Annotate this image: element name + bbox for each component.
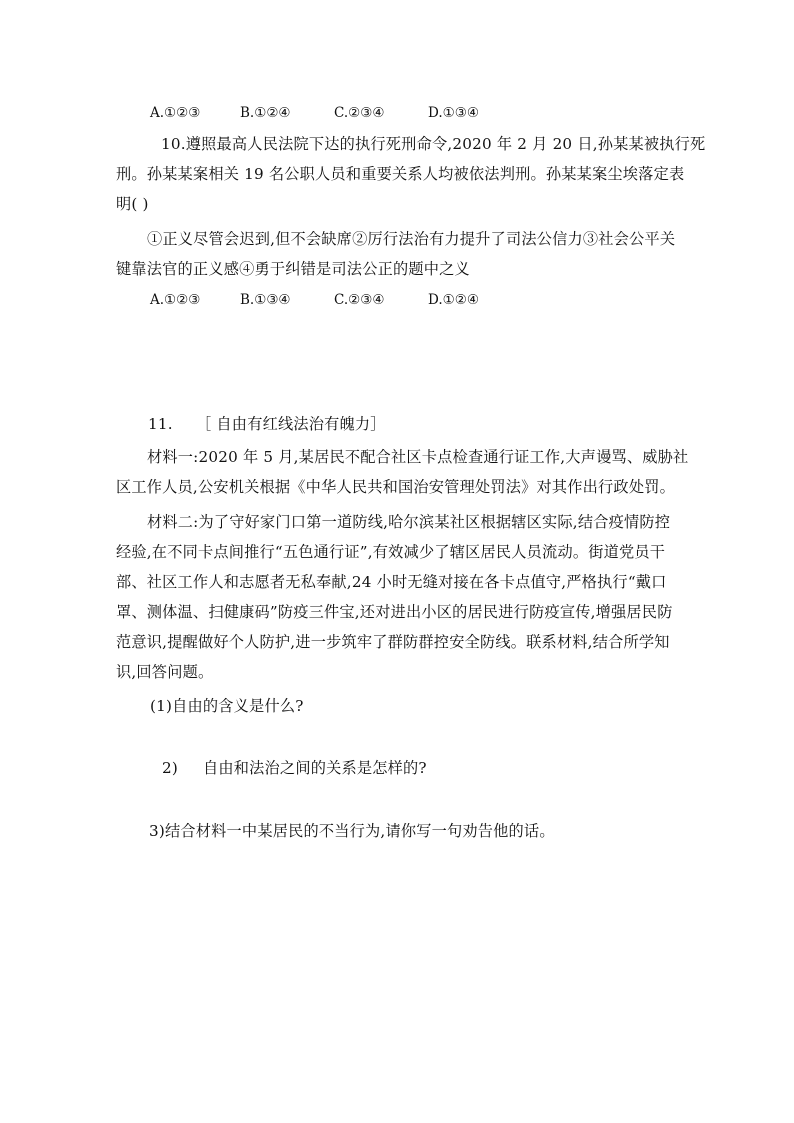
q11-material1-line-2: 区工作人员,公安机关根据《中华人民共和国治安管理处罚法》对其作出行政处罚。 (116, 478, 675, 496)
q11-material2-line-2: 经验,在不同卡点间推行“五色通行证”,有效减少了辖区居民人员流动。街道党员干 (116, 543, 666, 561)
q10-option-b: B.①③④ (240, 292, 291, 308)
q11-material2-line-4: 罩、测体温、扫健康码”防疫三件宝,还对进出小区的居民进行防疫宣传,增强居民防 (116, 603, 673, 621)
q11-material1-line-1: 材料一:2020 年 5 月,某居民不配合社区卡点检查通行证工作,大声谩骂、威胁社 (147, 448, 689, 466)
q10-option-a: A.①②③ (150, 292, 201, 308)
q10-statement-line-2: 键靠法官的正义感④勇于纠错是司法公正的题中之义 (116, 260, 470, 278)
q9-options (150, 103, 508, 123)
q9-option-a: A.①②③ (150, 105, 201, 121)
q11-material2-line-1: 材料二:为了守好家门口第一道防线,哈尔滨某社区根据辖区实际,结合疫情防控 (147, 513, 671, 531)
q10-stem-line-1: 10.遵照最高人民法院下达的执行死刑命令,2020 年 2 月 20 日,孙某某被执行死 (161, 135, 706, 153)
q10-stem-line-3: 明( ) (116, 195, 149, 213)
q10-statement-line-1: ①正义尽管会迟到,但不会缺席②厉行法治有力提升了司法公信力③社会公平关 (147, 230, 676, 248)
q9-option-b: B.①②④ (240, 105, 291, 121)
q9-option-c: C.②③④ (334, 105, 385, 121)
q11-material2-line-5: 范意识,提醒做好个人防护,进一步筑牢了群防群控安全防线。联系材料,结合所学知 (116, 633, 670, 651)
q10-option-c: C.②③④ (334, 292, 385, 308)
q10-stem-line-2: 刑。孙某某案相关 19 名公职人员和重要关系人均被依法判刑。孙某某案尘埃落定表 (116, 165, 685, 183)
q11-sub-question-1: (1)自由的含义是什么? (150, 697, 304, 715)
q11-material2-line-6: 识,回答问题。 (116, 663, 214, 681)
q11-material2-line-3: 部、社区工作人和志愿者无私奉献,24 小时无缝对接在各卡点值守,严格执行“戴口 (116, 573, 667, 591)
q11-sub-question-3: 3)结合材料一中某居民的不当行为,请你写一句劝告他的话。 (149, 822, 555, 840)
q11-sub-question-2: 自由和法治之间的关系是怎样的? (203, 759, 427, 777)
q10-options (150, 290, 508, 310)
q11-title: ［ 自由有红线法治有魄力］ (196, 415, 386, 433)
q11-number: 11. (148, 415, 173, 433)
q9-option-d: D.①③④ (428, 105, 479, 121)
q11-sub-question-2-number: 2) (162, 759, 178, 777)
q10-option-d: D.①②④ (428, 292, 479, 308)
